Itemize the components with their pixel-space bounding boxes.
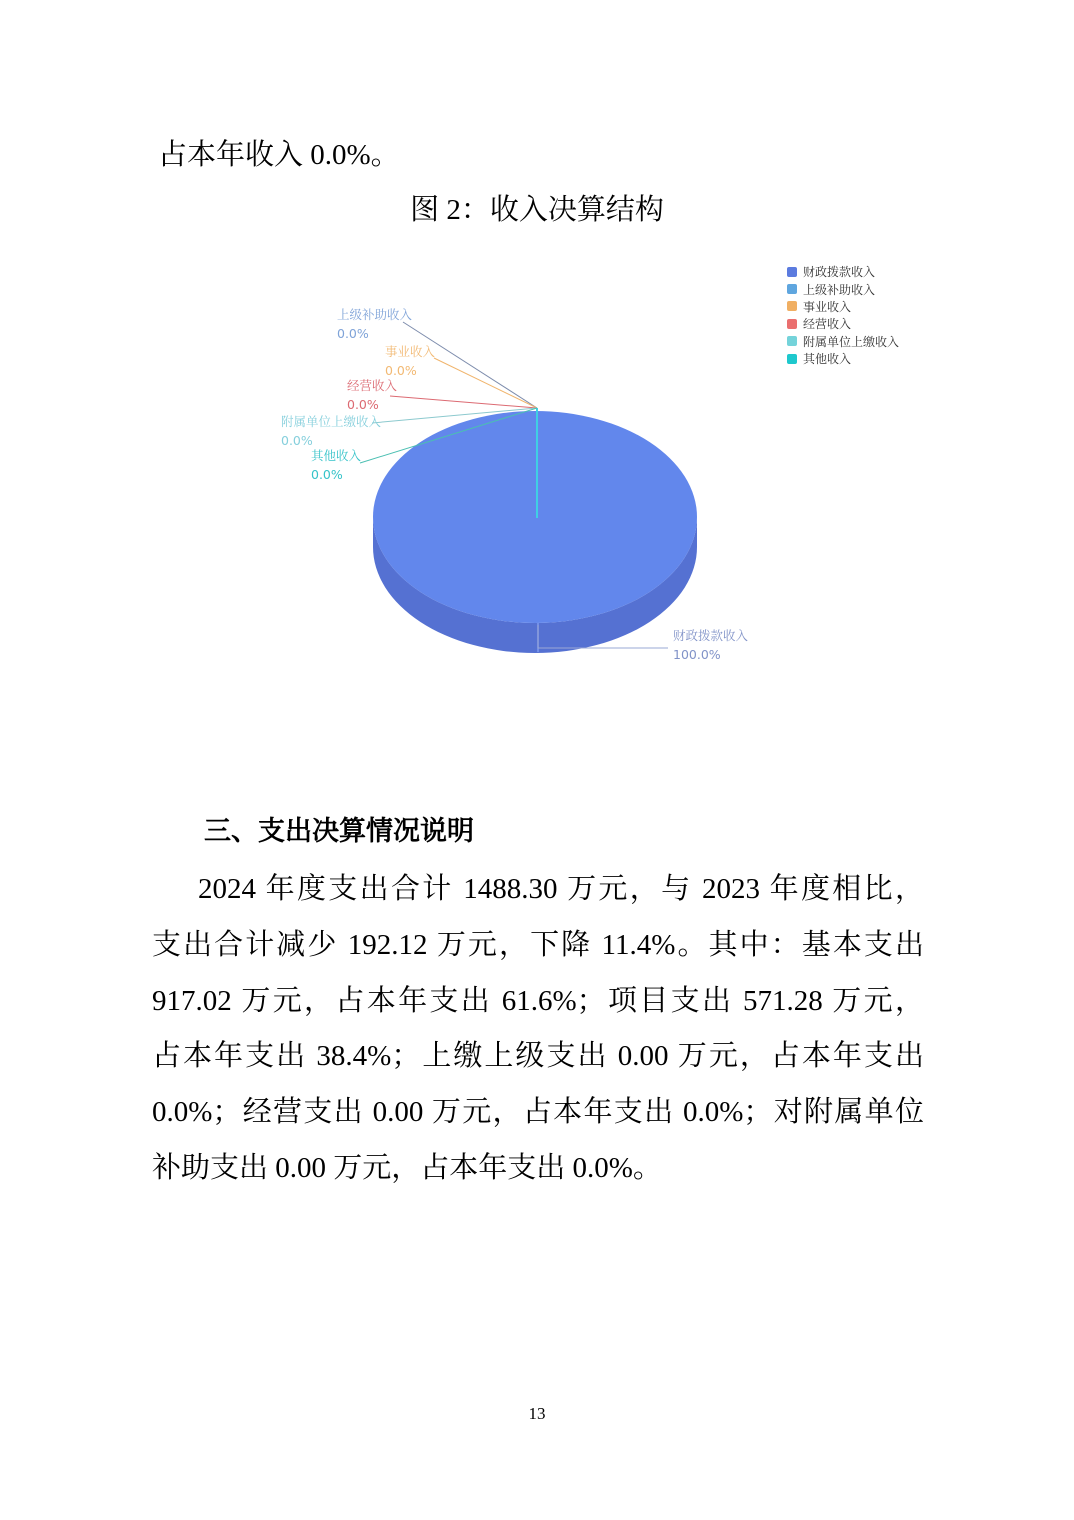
legend-item-jingying <box>787 315 899 332</box>
legend-swatch <box>787 267 797 277</box>
pie-top-face <box>373 411 697 623</box>
legend-swatch <box>787 319 797 329</box>
legend-swatch <box>787 284 797 294</box>
pie-label-name: 事业收入 <box>385 344 436 359</box>
legend-swatch <box>787 336 797 346</box>
legend-item-fushu <box>787 333 899 350</box>
legend-label: 上级补助收入 <box>803 282 876 297</box>
body-line: 0.0%；经营支出 0.00 万元，占本年支出 0.0%；对附属单位 <box>152 1096 924 1129</box>
pie-label-qita <box>311 447 361 484</box>
figure-title: 图 2：收入决算结构 <box>410 194 664 226</box>
pie-label-value: 0.0% <box>311 466 343 482</box>
body-line: 补助支出 0.00 万元，占本年支出 0.0%。 <box>152 1151 662 1184</box>
pie-label-shangjibuzhu <box>337 306 412 343</box>
pie-label-name: 上级补助收入 <box>337 307 413 322</box>
page-number: 13 <box>528 1404 546 1423</box>
legend-item-qita <box>787 350 899 367</box>
section-heading: 三、支出决算情况说明 <box>204 816 474 846</box>
legend-label: 财政拨款收入 <box>803 265 876 280</box>
pie-label-jingying <box>347 377 397 414</box>
pie-label-name: 经营收入 <box>347 378 398 393</box>
pie-label-caizheng <box>673 627 748 664</box>
pie-label-value: 0.0% <box>347 396 379 412</box>
body-line: 占本年支出 38.4%；上缴上级支出 0.00 万元，占本年支出 <box>152 1040 924 1073</box>
legend-swatch <box>787 301 797 311</box>
pie-label-shiye <box>385 343 435 380</box>
legend-item-shiye <box>787 298 899 315</box>
body-paragraph <box>152 862 924 1197</box>
legend-label: 事业收入 <box>803 299 852 314</box>
legend-label: 附属单位上缴收入 <box>803 334 900 349</box>
pie-label-value: 100.0% <box>673 646 721 662</box>
legend-item-shangjibuzhu <box>787 280 899 297</box>
body-line: 2024 年度支出合计 1488.30 万元，与 2023 年度相比， <box>198 873 924 905</box>
pie-label-value: 0.0% <box>385 362 417 378</box>
pie-label-fushu <box>281 413 381 450</box>
pie-label-value: 0.0% <box>281 432 313 448</box>
pie-label-value: 0.0% <box>337 325 369 341</box>
legend-item-caizheng <box>787 263 899 280</box>
legend-label: 经营收入 <box>803 317 852 332</box>
paragraph-continuation: 占本年收入 0.0%。 <box>158 139 400 171</box>
pie-label-name: 附属单位上缴收入 <box>281 414 382 429</box>
pie-label-name: 财政拨款收入 <box>673 628 749 643</box>
legend-swatch <box>787 354 797 364</box>
chart-legend <box>787 263 899 367</box>
body-line: 917.02 万元，占本年支出 61.6%；项目支出 571.28 万元， <box>152 984 924 1017</box>
pie-label-name: 其他收入 <box>311 448 362 463</box>
legend-label: 其他收入 <box>803 352 852 367</box>
body-line: 支出合计减少 192.12 万元，下降 11.4%。其中：基本支出 <box>152 928 924 961</box>
